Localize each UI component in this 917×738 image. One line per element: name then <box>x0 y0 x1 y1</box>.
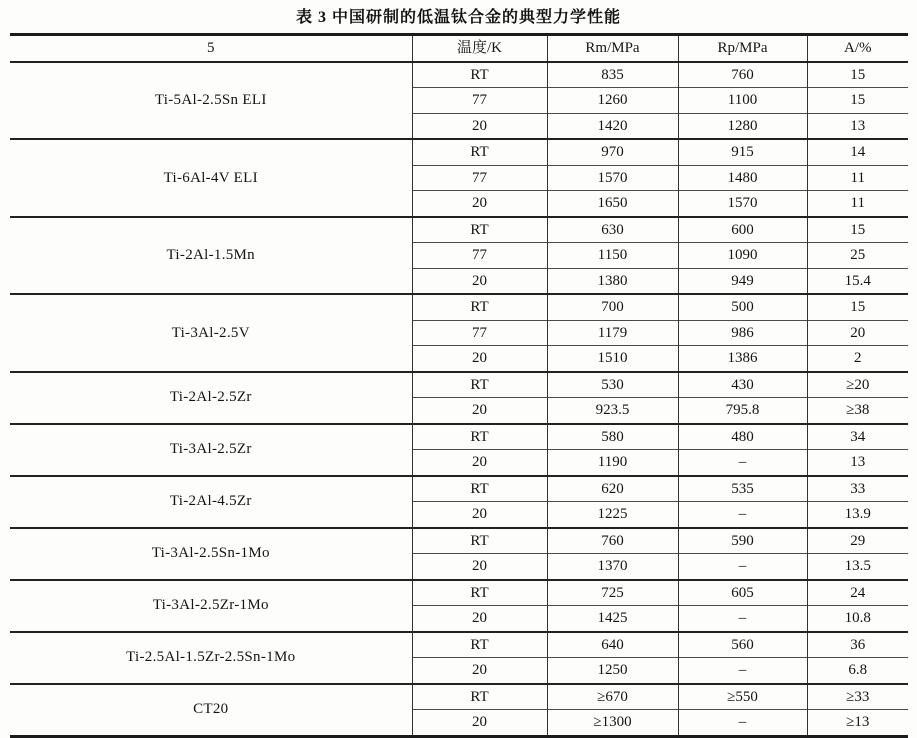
cell-rp: 605 <box>678 580 807 606</box>
cell-rm: 700 <box>547 294 678 320</box>
table-row <box>10 139 908 165</box>
table-row <box>10 684 908 710</box>
cell-rm: 725 <box>547 580 678 606</box>
cell-temperature: 20 <box>412 191 547 217</box>
cell-rm: 620 <box>547 476 678 502</box>
alloy-name-cell: Ti-2Al-1.5Mn <box>10 217 412 295</box>
alloy-name-cell: Ti-3Al-2.5Zr-1Mo <box>10 580 412 632</box>
cell-temperature: 20 <box>412 113 547 139</box>
cell-rp: – <box>678 658 807 684</box>
cell-rm: ≥1300 <box>547 710 678 737</box>
table-row <box>10 372 908 398</box>
cell-elongation: 11 <box>807 191 908 217</box>
table-row <box>10 217 908 243</box>
cell-temperature: 20 <box>412 450 547 476</box>
alloy-name-cell: Ti-2.5Al-1.5Zr-2.5Sn-1Mo <box>10 632 412 684</box>
cell-rp: ≥550 <box>678 684 807 710</box>
cell-rp: – <box>678 450 807 476</box>
cell-temperature: RT <box>412 424 547 450</box>
cell-rm: 1190 <box>547 450 678 476</box>
cell-rp: 1280 <box>678 113 807 139</box>
cell-rm: 630 <box>547 217 678 243</box>
cell-temperature: 20 <box>412 398 547 424</box>
cell-rm: 1425 <box>547 606 678 632</box>
cell-elongation: 13 <box>807 113 908 139</box>
cell-rm: 530 <box>547 372 678 398</box>
cell-elongation: 15 <box>807 88 908 114</box>
cell-elongation: 15 <box>807 294 908 320</box>
cell-rm: 760 <box>547 528 678 554</box>
cell-rp: 560 <box>678 632 807 658</box>
cell-elongation: 10.8 <box>807 606 908 632</box>
cell-rm: 1510 <box>547 346 678 372</box>
cell-rp: 1090 <box>678 243 807 269</box>
cell-rp: 590 <box>678 528 807 554</box>
cell-rm: 1380 <box>547 268 678 294</box>
cell-elongation: 13.5 <box>807 554 908 580</box>
cell-elongation: 34 <box>807 424 908 450</box>
cell-rp: 600 <box>678 217 807 243</box>
table-title: 表 3 中国研制的低温钛合金的典型力学性能 <box>295 9 621 26</box>
cell-rm: 640 <box>547 632 678 658</box>
cell-rp: 480 <box>678 424 807 450</box>
cell-elongation: ≥33 <box>807 684 908 710</box>
cell-temperature: 20 <box>412 710 547 737</box>
alloy-name-cell: Ti-5Al-2.5Sn ELI <box>10 62 412 140</box>
table-row <box>10 528 908 554</box>
cell-rp: 1570 <box>678 191 807 217</box>
cell-rm: 1179 <box>547 320 678 346</box>
cell-rp: – <box>678 502 807 528</box>
alloy-properties-table <box>10 33 908 738</box>
cell-rp: 430 <box>678 372 807 398</box>
cell-rm: ≥670 <box>547 684 678 710</box>
cell-elongation: 11 <box>807 165 908 191</box>
cell-rp: – <box>678 606 807 632</box>
cell-rm: 1420 <box>547 113 678 139</box>
cell-elongation: ≥38 <box>807 398 908 424</box>
cell-elongation: 14 <box>807 139 908 165</box>
cell-elongation: 36 <box>807 632 908 658</box>
alloy-name-cell: Ti-3Al-2.5Sn-1Mo <box>10 528 412 580</box>
cell-temperature: 20 <box>412 346 547 372</box>
alloy-name-cell: Ti-3Al-2.5V <box>10 294 412 372</box>
cell-temperature: RT <box>412 476 547 502</box>
cell-temperature: 20 <box>412 268 547 294</box>
cell-elongation: 24 <box>807 580 908 606</box>
column-header-rm: Rm/MPa <box>547 35 678 62</box>
cell-temperature: 77 <box>412 243 547 269</box>
cell-temperature: 77 <box>412 320 547 346</box>
cell-temperature: 20 <box>412 658 547 684</box>
cell-elongation: 15 <box>807 217 908 243</box>
cell-rm: 1225 <box>547 502 678 528</box>
cell-rm: 1260 <box>547 88 678 114</box>
table-row <box>10 424 908 450</box>
cell-rm: 1370 <box>547 554 678 580</box>
column-header-temperature: 温度/K <box>412 35 547 62</box>
cell-rp: 1100 <box>678 88 807 114</box>
cell-rm: 835 <box>547 62 678 88</box>
cell-elongation: 25 <box>807 243 908 269</box>
cell-rp: – <box>678 710 807 737</box>
cell-temperature: 77 <box>412 88 547 114</box>
cell-rp: – <box>678 554 807 580</box>
cell-elongation: 15.4 <box>807 268 908 294</box>
cell-elongation: 33 <box>807 476 908 502</box>
cell-rm: 1250 <box>547 658 678 684</box>
table-row <box>10 476 908 502</box>
alloy-name-cell: Ti-2Al-2.5Zr <box>10 372 412 424</box>
cell-elongation: 20 <box>807 320 908 346</box>
table-row <box>10 580 908 606</box>
cell-elongation: 29 <box>807 528 908 554</box>
header-row <box>10 35 908 62</box>
cell-rm: 970 <box>547 139 678 165</box>
cell-temperature: RT <box>412 580 547 606</box>
cell-temperature: RT <box>412 62 547 88</box>
cell-temperature: 20 <box>412 502 547 528</box>
cell-rp: 500 <box>678 294 807 320</box>
cell-elongation: ≥13 <box>807 710 908 737</box>
table-row <box>10 632 908 658</box>
cell-rp: 949 <box>678 268 807 294</box>
cell-temperature: RT <box>412 632 547 658</box>
cell-rm: 1570 <box>547 165 678 191</box>
alloy-name-cell: Ti-2Al-4.5Zr <box>10 476 412 528</box>
cell-rp: 986 <box>678 320 807 346</box>
cell-rm: 1650 <box>547 191 678 217</box>
cell-elongation: 13.9 <box>807 502 908 528</box>
cell-elongation: 15 <box>807 62 908 88</box>
table-body <box>10 62 908 737</box>
cell-temperature: 77 <box>412 165 547 191</box>
column-header-rp: Rp/MPa <box>678 35 807 62</box>
table-row <box>10 294 908 320</box>
cell-temperature: RT <box>412 294 547 320</box>
cell-rp: 1480 <box>678 165 807 191</box>
alloy-name-cell: Ti-6Al-4V ELI <box>10 139 412 217</box>
alloy-name-cell: CT20 <box>10 684 412 737</box>
column-header-elongation: A/% <box>807 35 908 62</box>
cell-temperature: RT <box>412 528 547 554</box>
cell-temperature: 20 <box>412 554 547 580</box>
column-header-alloy: 5 <box>10 35 412 62</box>
cell-elongation: 13 <box>807 450 908 476</box>
cell-temperature: RT <box>412 139 547 165</box>
cell-temperature: RT <box>412 217 547 243</box>
cell-rp: 535 <box>678 476 807 502</box>
table-row <box>10 62 908 88</box>
cell-temperature: 20 <box>412 606 547 632</box>
cell-rp: 760 <box>678 62 807 88</box>
cell-rp: 1386 <box>678 346 807 372</box>
cell-elongation: 2 <box>807 346 908 372</box>
cell-rm: 923.5 <box>547 398 678 424</box>
cell-temperature: RT <box>412 372 547 398</box>
cell-elongation: ≥20 <box>807 372 908 398</box>
cell-rp: 795.8 <box>678 398 807 424</box>
alloy-name-cell: Ti-3Al-2.5Zr <box>10 424 412 476</box>
cell-elongation: 6.8 <box>807 658 908 684</box>
cell-rp: 915 <box>678 139 807 165</box>
cell-rm: 1150 <box>547 243 678 269</box>
cell-temperature: RT <box>412 684 547 710</box>
cell-rm: 580 <box>547 424 678 450</box>
